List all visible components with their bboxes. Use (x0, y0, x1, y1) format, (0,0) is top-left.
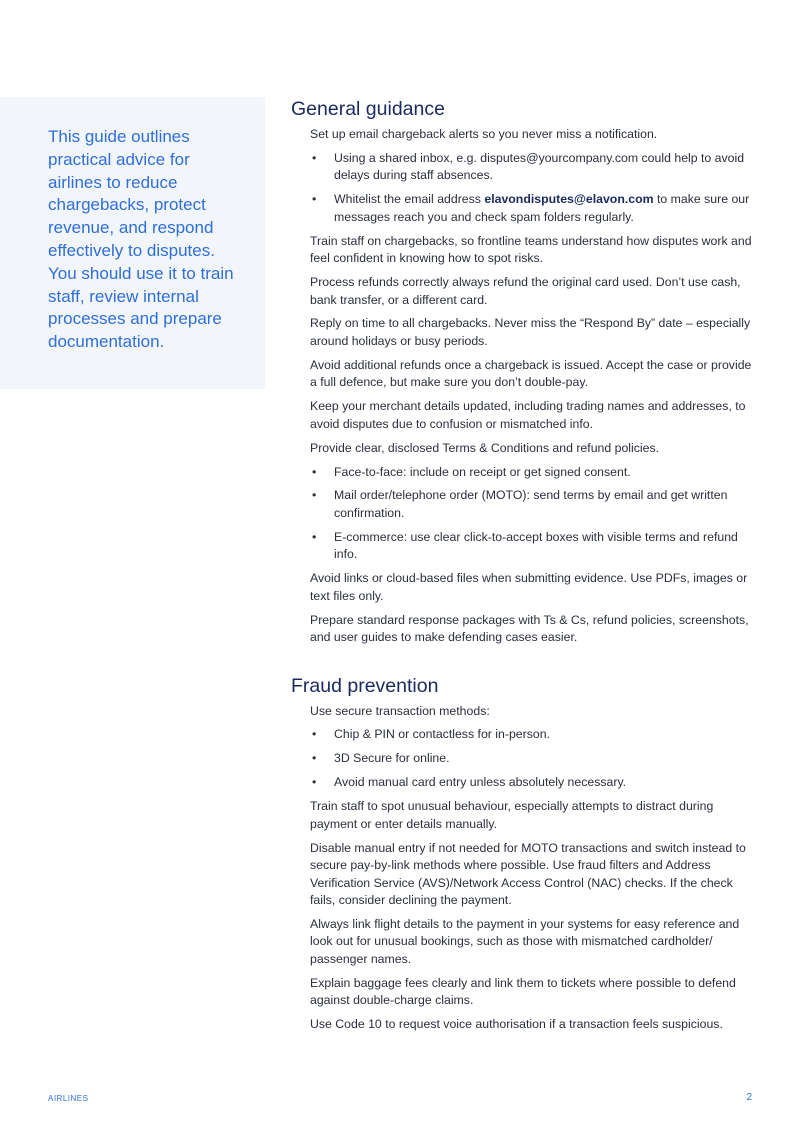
page-number: 2 (746, 1092, 752, 1103)
paragraph: Process refunds correctly always refund the original card used. Don’t use cash, bank transfer, or a different card. (310, 275, 741, 307)
bullet-marker: • (312, 775, 317, 790)
bullet-item (310, 774, 761, 792)
bullet-text: Face-to-face: include on receipt or get signed consent. (334, 464, 631, 479)
bullet-item (310, 150, 761, 185)
paragraph: Train staff to spot unusual behaviour, especially attempts to distract during payment or enter details manually. (310, 799, 714, 831)
bullet-text-suffix: to make sure our messages reach you and check spam folders regularly. (334, 192, 750, 224)
bullet-item (310, 750, 761, 768)
section-body (291, 126, 761, 647)
paragraph: Provide clear, disclosed Terms & Conditions and refund policies. (310, 440, 660, 455)
paragraph: Disable manual entry if not needed for MOTO transactions and switch instead to secure pay-by-link methods where possible. Use fraud filters and Address Verification Service (AVS)/Network Access Control (NAC) checks. If the check fails, consider declining the payment. (310, 840, 746, 908)
paragraph: Always link flight details to the payment in your systems for easy reference and look out for unusual bookings, such as those with mismatched cardholder/ passenger names. (310, 916, 740, 966)
bullet-marker: • (312, 464, 317, 479)
paragraph: Train staff on chargebacks, so frontline teams understand how disputes work and feel confident in knowing how to spot risks. (310, 233, 752, 266)
paragraph: Avoid links or cloud-based files when submitting evidence. Use PDFs, images or text files only. (310, 571, 748, 603)
bullet-text: Mail order/telephone order (MOTO): send terms by email and get written confirmation. (334, 488, 728, 520)
paragraph: Keep your merchant details updated, including trading names and addresses, to avoid disputes due to confusion or mismatched info. (310, 399, 746, 431)
email-address: elavondisputes@elavon.com (484, 192, 654, 207)
footer-section-label: AIRLINES (48, 1094, 89, 1103)
bullet-text-prefix: Whitelist the email address (334, 192, 485, 207)
bullet-marker: • (312, 488, 317, 503)
bullet-text: Chip & PIN or contactless for in-person. (334, 727, 550, 742)
bullet-item (310, 726, 761, 744)
bullet-text: Using a shared inbox, e.g. disputes@yourcompany.com could help to avoid delays during staff absences. (334, 150, 745, 183)
bullet-item (310, 191, 761, 226)
bullet-marker: • (312, 751, 317, 766)
bullet-text: 3D Secure for online. (334, 751, 450, 766)
bullet-marker: • (312, 192, 317, 207)
intro-summary: This guide outlines practical advice for airlines to reduce chargebacks, protect revenue, and respond effectively to disputes. You should use it to train staff, review internal processes and prepare documentation. (48, 127, 234, 352)
bullet-item (310, 529, 761, 564)
bullet-item (310, 487, 761, 522)
bullet-marker: • (312, 150, 317, 165)
section-body (291, 703, 761, 1034)
bullet-marker: • (312, 727, 317, 742)
paragraph: Set up email chargeback alerts so you never miss a notification. (310, 127, 658, 141)
bullet-list (310, 726, 761, 791)
fraud-prevention-section (291, 673, 761, 1034)
paragraph: Prepare standard response packages with Ts & Cs, refund policies, screenshots, and user guides to make defending cases easier. (310, 612, 749, 645)
section-title: Fraud prevention (291, 674, 439, 697)
paragraph: Use Code 10 to request voice authorisation if a transaction feels suspicious. (310, 1017, 723, 1032)
bullet-text: Avoid manual card entry unless absolutely necessary. (334, 775, 627, 790)
bullet-marker: • (312, 529, 317, 544)
section-title: General guidance (291, 98, 445, 120)
bullet-item (310, 464, 761, 482)
paragraph: Explain baggage fees clearly and link them to tickets where possible to defend against double-charge claims. (310, 975, 736, 1008)
bullet-list (310, 150, 761, 226)
bullet-list (310, 464, 761, 564)
general-guidance-section (291, 96, 761, 647)
paragraph: Avoid additional refunds once a chargeback is issued. Accept the case or provide a full defence, but make sure you don’t double-pay. (310, 357, 752, 390)
bullet-text: E-commerce: use clear click-to-accept boxes with visible terms and refund info. (334, 529, 738, 562)
paragraph: Reply on time to all chargebacks. Never miss the “Respond By” date – especially around holidays or busy periods. (310, 316, 751, 348)
paragraph: Use secure transaction methods: (310, 703, 490, 718)
main-content (291, 96, 761, 1040)
